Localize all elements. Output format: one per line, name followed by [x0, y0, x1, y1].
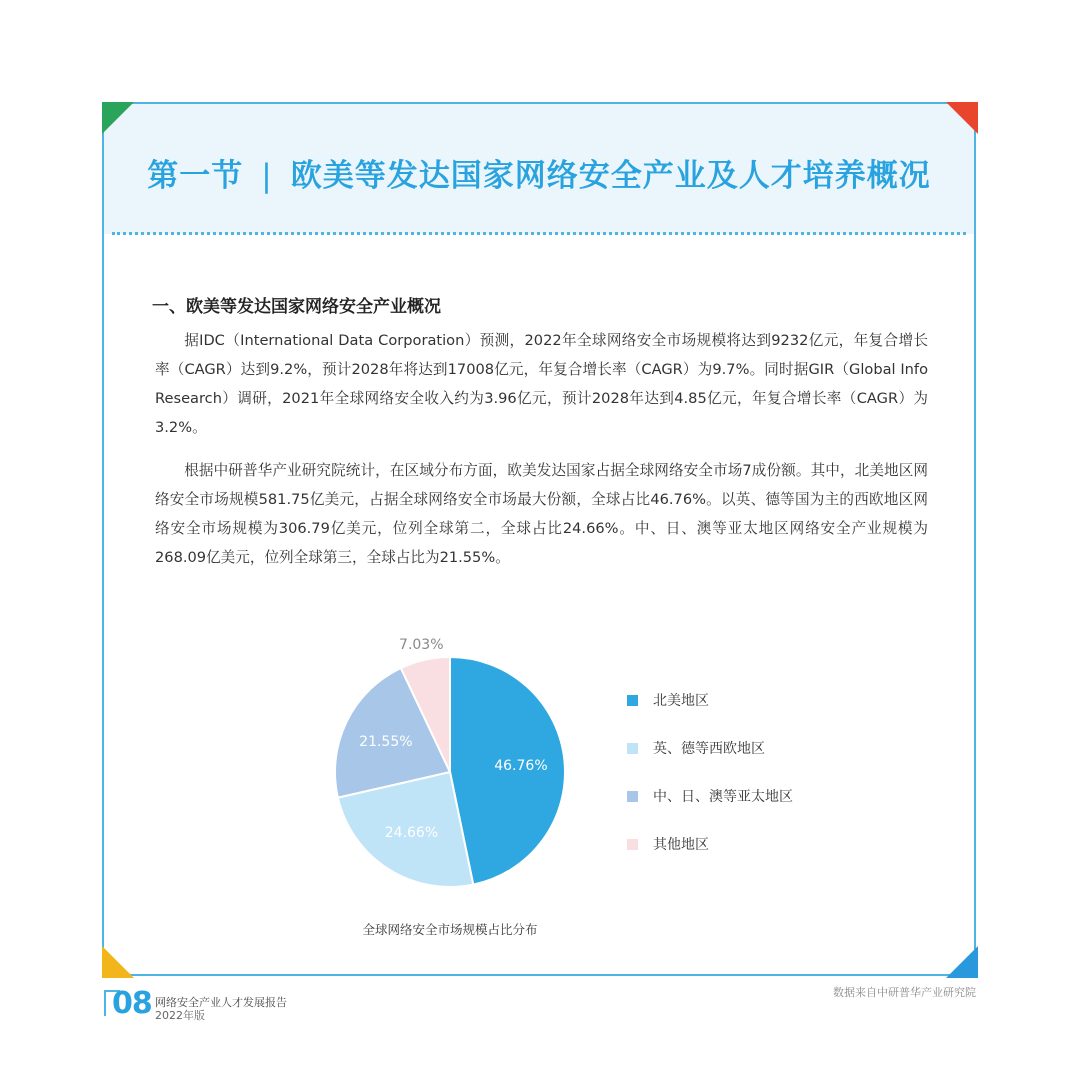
legend-swatch-2 [627, 791, 638, 802]
section-title [104, 150, 974, 195]
title-separator: | [261, 158, 273, 194]
corner-decoration-top-left [102, 102, 134, 134]
section-heading: 欧美等发达国家网络安全产业及人才培养概况 [290, 158, 931, 194]
legend-label-2: 中、日、澳等亚太地区 [653, 789, 793, 805]
subheading: 一、欧美等发达国家网络安全产业概况 [152, 297, 441, 317]
source-note: 数据来自中研普华产业研究院 [833, 986, 976, 999]
corner-decoration-top-right [946, 102, 978, 134]
paragraph-idc-forecast: 据IDC（International Data Corporation）预测，2022年全球网络安全市场规模将达到9232亿元，年复合增长率（CAGR）达到9.2%，预计2028年将达到17008亿元，年复合增长率（CAGR）为9.7%。同时据GIR（Global Info Research）调研，2021年全球网络安全收入约为3.96亿元，预计2028年达到4.85亿元，年复合增长率（CAGR）为3.2%。 [155, 332, 928, 436]
corner-decoration-bottom-left [102, 946, 134, 978]
pie-chart [322, 630, 582, 900]
pie-data-label-1: 24.66% [384, 824, 439, 841]
page-number: 08 [112, 986, 152, 1021]
chart-title: 全球网络安全市场规模占比分布 [362, 922, 538, 937]
header-divider [112, 232, 966, 235]
report-title: 网络安全产业人才发展报告 [155, 996, 287, 1009]
paragraph-regional-share: 根据中研普华产业研究院统计，在区域分布方面，欧美发达国家占据全球网络安全市场7成份额。其中，北美地区网络安全市场规模581.75亿美元，占据全球网络安全市场最大份额，全球占比46.76%。以英、德等国为主的西欧地区网络安全市场规模为306.79亿美元，位列全球第二，全球占比24.66%。中、日、澳等亚太地区网络安全产业规模为268.09亿美元，位列全球第三，全球占比为21.55%。 [155, 462, 928, 566]
legend-label-3: 其他地区 [653, 837, 709, 853]
corner-decoration-bottom-right [946, 946, 978, 978]
pie-data-label-2: 21.55% [359, 733, 413, 750]
pie-data-label-3: 7.03% [399, 637, 444, 654]
legend-swatch-1 [627, 743, 638, 754]
legend-swatch-0 [627, 695, 638, 706]
section-label: 第一节 [147, 158, 244, 194]
legend-label-0: 北美地区 [653, 693, 709, 709]
report-year: 2022年版 [155, 1009, 205, 1022]
legend-label-1: 英、德等西欧地区 [653, 741, 765, 757]
legend-swatch-3 [627, 839, 638, 850]
header-band [104, 104, 974, 234]
pie-data-label-0: 46.76% [494, 757, 548, 774]
